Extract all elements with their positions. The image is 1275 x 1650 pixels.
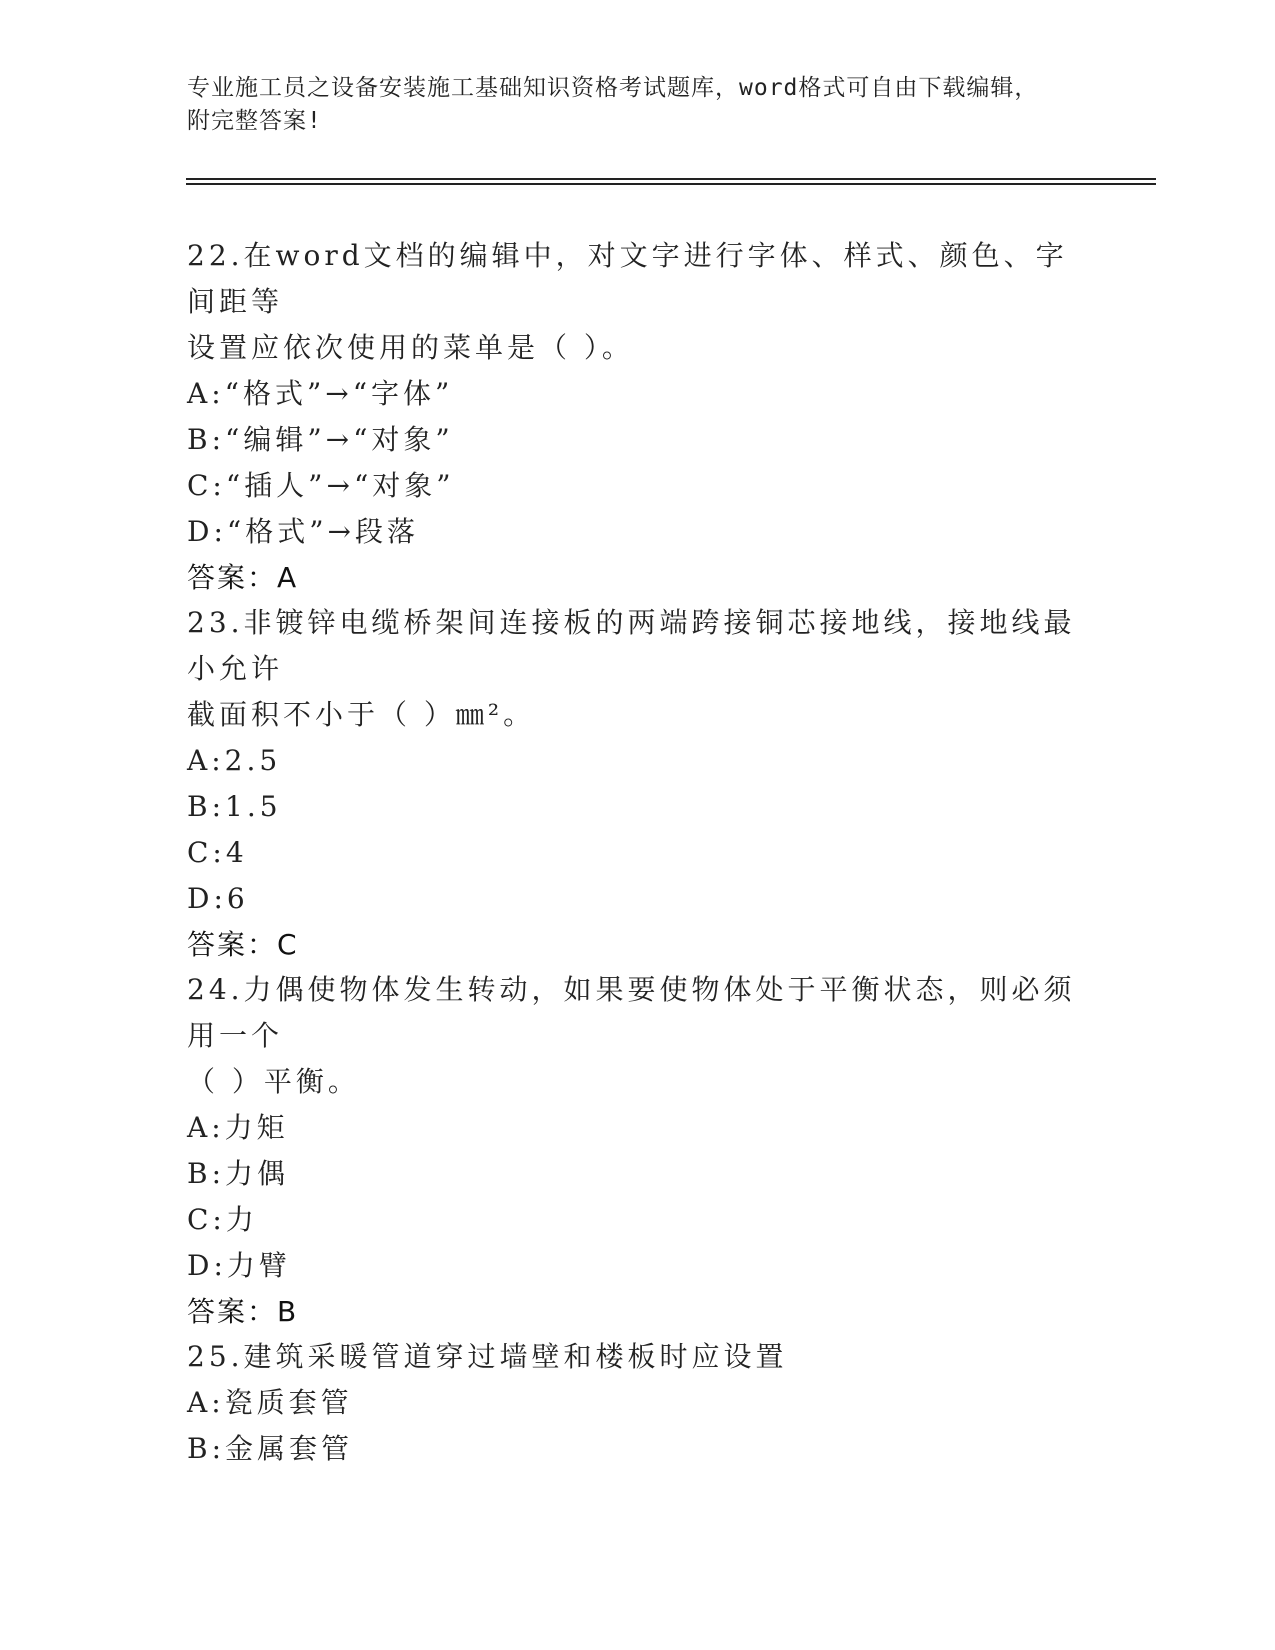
option-b: B:“编辑”→“对象”: [187, 423, 454, 456]
question-22: [187, 233, 1087, 601]
question-stem-line: 设置应依次使用的菜单是（ ）。: [187, 331, 634, 364]
option-d: D:6: [187, 882, 249, 915]
question-stem-line: 22.在word文档的编辑中，对文字进行字体、样式、颜色、字间距等: [187, 239, 1068, 318]
question-stem-line: 25.建筑采暖管道穿过墙壁和楼板时应设置: [187, 1340, 788, 1373]
option-d: D:“格式”→段落: [187, 515, 419, 548]
option-a: A:瓷质套管: [187, 1386, 353, 1419]
answer-line: 答案：A: [187, 561, 299, 594]
question-stem-line: （ ）平衡。: [187, 1065, 360, 1098]
option-d: D:力臂: [187, 1249, 291, 1282]
question-24: [187, 967, 1087, 1335]
document-header: [187, 72, 1087, 138]
header-divider-bottom: [186, 183, 1156, 185]
option-b: B:金属套管: [187, 1432, 354, 1465]
header-line-2: 附完整答案!: [187, 108, 322, 134]
question-stem-line: 截面积不小于（ ）㎜²。: [187, 698, 536, 731]
question-25: [187, 1334, 1087, 1472]
option-b: B:1.5: [187, 790, 282, 823]
option-a: A:“格式”→“字体”: [187, 377, 454, 410]
question-23: [187, 600, 1087, 968]
header-line-1: 专业施工员之设备安装施工基础知识资格考试题库，word格式可自由下载编辑，: [187, 75, 1039, 101]
answer-line: 答案：B: [187, 1295, 299, 1328]
header-divider-top: [186, 178, 1156, 180]
question-stem-line: 24.力偶使物体发生转动，如果要使物体处于平衡状态，则必须用一个: [187, 973, 1076, 1052]
option-c: C:“插人”→“对象”: [187, 469, 455, 502]
option-a: A:2.5: [187, 744, 282, 777]
option-a: A:力矩: [187, 1111, 289, 1144]
option-c: C:4: [187, 836, 248, 869]
option-b: B:力偶: [187, 1157, 290, 1190]
answer-line: 答案：C: [187, 928, 299, 961]
option-c: C:力: [187, 1203, 258, 1236]
question-stem-line: 23.非镀锌电缆桥架间连接板的两端跨接铜芯接地线，接地线最小允许: [187, 606, 1076, 685]
